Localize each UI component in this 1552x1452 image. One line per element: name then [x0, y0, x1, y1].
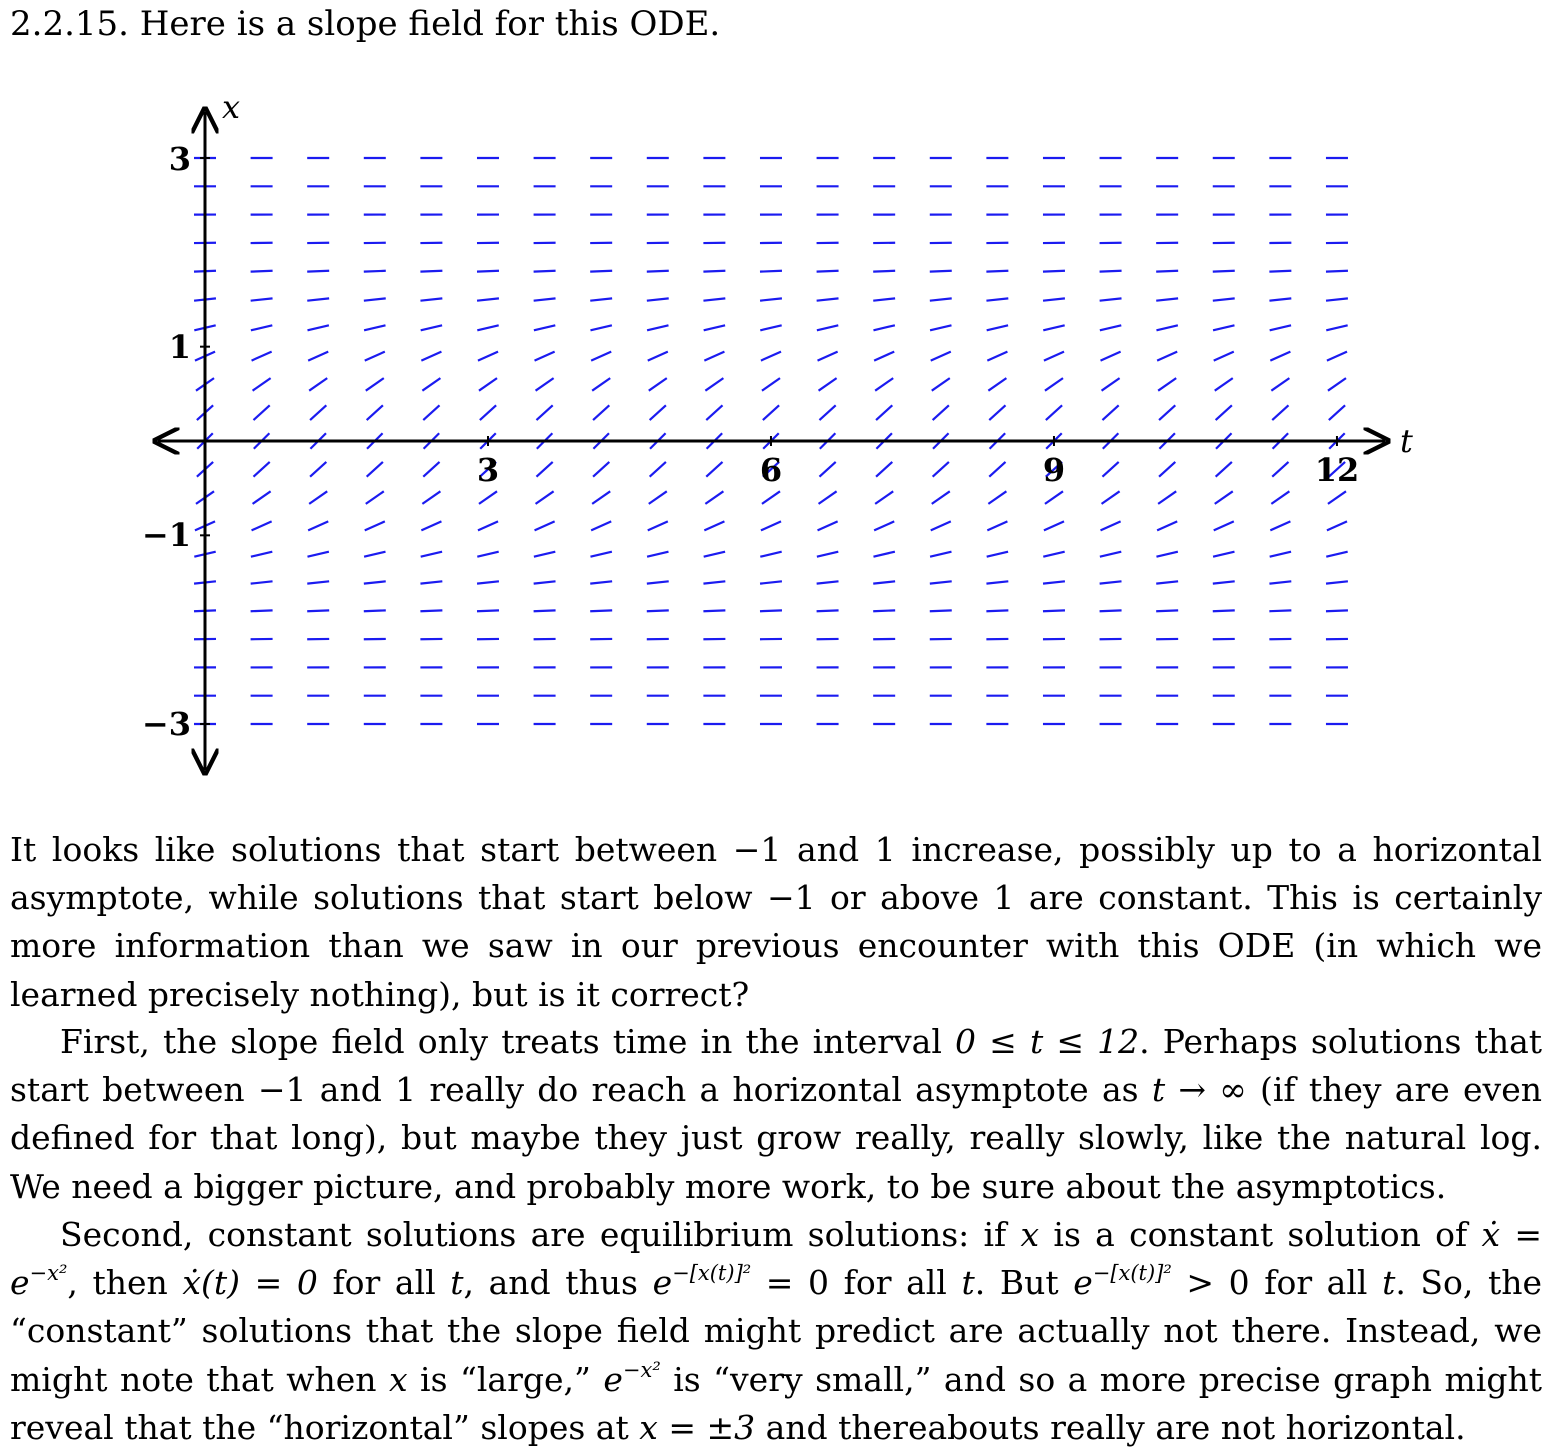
slope-segment [251, 552, 272, 557]
slope-segment [760, 298, 782, 300]
slope-segment [1043, 552, 1064, 557]
x-tick-label-3: 3 [476, 451, 500, 489]
slope-segment [1100, 610, 1122, 611]
slope-segment [367, 462, 383, 477]
slope-segment [1214, 521, 1234, 530]
slope-segment [873, 581, 895, 583]
t-axis-label: t [1400, 422, 1413, 460]
slope-segment [1326, 271, 1348, 272]
slope-segment [1329, 405, 1345, 420]
slope-segment [1213, 610, 1235, 611]
paragraph-2: First, the slope field only treats time in the interval 0 ≤ t ≤ 12. Perhaps solutions that start between −1 and 1 really do reach a horizontal asymptote as t → ∞ (if they are even defined for that long), but maybe they just grow really, really slowly, like the natural log. We need a bigger picture, and probably more work, to be sure about the asymptotics. [10, 1022, 1543, 1206]
slope-segment [1043, 581, 1065, 583]
slope-segment [366, 378, 384, 391]
x-axis-label: x [222, 88, 241, 126]
slope-segment [536, 405, 552, 420]
slope-segment [1101, 521, 1121, 530]
paragraph-3: Second, constant solutions are equilibrium solutions: if x is a constant solution of ẋ = $e^{-x^2}$, then ẋ(t) = 0 for all t, and thus $e^{-[x(t)]^2} = 0$ for all t. But $e^{-[x(t)]^2} > 0$ for all t. So, the “constant” solutions that the slope field might predict are actually not there. Instead, we might note that when x is “large,” $e^{-x^2}$ is “very small,” and so a more precise graph might reveal that the “horizontal” slopes at x = ±3 and thereabouts really are not horizontal. [10, 1215, 1543, 1447]
slope-segment [873, 325, 894, 330]
slope-segment [1271, 378, 1289, 391]
slope-segment [590, 298, 612, 300]
slope-segment [423, 405, 439, 420]
slope-segment [593, 405, 609, 420]
slope-segment [591, 352, 611, 361]
slope-segment [1327, 521, 1347, 530]
slope-segment [818, 521, 838, 530]
slope-segment [420, 271, 442, 272]
slope-segment [253, 491, 271, 504]
y-tick-label-neg1: −1 [141, 516, 191, 554]
slope-segment [1269, 581, 1291, 583]
slope-segment [1269, 271, 1291, 272]
slope-segment [307, 271, 329, 272]
slope-segment [989, 405, 1005, 420]
x-tick-label-12: 12 [1314, 451, 1360, 489]
slope-segment [817, 325, 838, 330]
slope-segment [704, 552, 725, 557]
math-exp-3: $e^{-[x(t)]^2}$ [1073, 1261, 1172, 1303]
slope-segment [1214, 352, 1234, 361]
slope-segment [536, 378, 554, 391]
slope-segment [367, 405, 383, 420]
slope-segment [251, 325, 272, 330]
slope-segment [307, 325, 328, 330]
slope-segment [308, 352, 328, 361]
slope-segment [817, 298, 839, 300]
y-tick-label-1: 1 [168, 328, 191, 366]
slope-segment [930, 325, 951, 330]
slope-segment [817, 552, 838, 557]
math-exp-2: $e^{-[x(t)]^2}$ [652, 1261, 752, 1303]
slope-segment [1102, 405, 1118, 420]
y-tick-label-3: 3 [168, 140, 191, 178]
slope-segment [1101, 352, 1121, 361]
slope-segment [1044, 352, 1064, 361]
slope-segment [1269, 298, 1291, 300]
slope-segment [762, 378, 780, 391]
slope-segment [1270, 521, 1290, 530]
slope-segment [647, 610, 669, 611]
slope-segment [930, 298, 952, 300]
slope-segment [930, 610, 952, 611]
slope-segment [421, 352, 441, 361]
slope-segment [534, 298, 556, 300]
slope-segment [1100, 552, 1121, 557]
slope-segment [1326, 581, 1348, 583]
slope-segment [1272, 462, 1288, 477]
slope-segment [422, 378, 440, 391]
slope-segment [590, 581, 612, 583]
slope-segment [1158, 491, 1176, 504]
slope-segment [818, 352, 838, 361]
slope-segment [534, 552, 555, 557]
slope-segment [704, 352, 724, 361]
slope-segment [761, 521, 781, 530]
slope-segment [1156, 552, 1177, 557]
slope-segment [536, 491, 554, 504]
slope-segment [703, 271, 725, 272]
slope-segment [876, 405, 892, 420]
slope-segment [1043, 325, 1064, 330]
slope-segment [477, 271, 499, 272]
slope-segment [932, 491, 950, 504]
slope-segment [650, 405, 666, 420]
slope-segment [1328, 378, 1346, 391]
slope-segment [647, 325, 668, 330]
slope-segment [704, 521, 724, 530]
slope-segment [536, 462, 552, 477]
slope-segment [1045, 378, 1063, 391]
slope-segment [1044, 521, 1064, 530]
slope-segment [479, 378, 497, 391]
slope-segment [760, 552, 781, 557]
slope-segment [1159, 462, 1175, 477]
slope-segment [876, 462, 892, 477]
slope-segment [650, 462, 666, 477]
slope-segment [480, 405, 496, 420]
slope-segment [1100, 298, 1122, 300]
slope-segment [986, 610, 1008, 611]
slope-segment [989, 462, 1005, 477]
slope-segment [421, 552, 442, 557]
slope-segment [874, 521, 894, 530]
slope-segment [309, 378, 327, 391]
slope-segment [421, 521, 441, 530]
slope-segment [762, 491, 780, 504]
slope-segment [253, 462, 269, 477]
slope-segment [251, 271, 273, 272]
slope-segment [1046, 405, 1062, 420]
slope-segment [760, 610, 782, 611]
slope-segment [1216, 405, 1232, 420]
slope-segment [1156, 298, 1178, 300]
slope-segment [364, 552, 385, 557]
slope-segment [817, 581, 839, 583]
slope-segment [1159, 405, 1175, 420]
slope-segment [251, 610, 273, 611]
slope-segment [1216, 462, 1232, 477]
slope-segment [1102, 462, 1118, 477]
slope-segment [307, 610, 329, 611]
slope-segment [365, 521, 385, 530]
slope-segment [986, 298, 1008, 300]
slope-segment [647, 581, 669, 583]
slope-segment [1328, 491, 1346, 504]
slope-segment [308, 521, 328, 530]
slope-segment [987, 325, 1008, 330]
slope-segment [364, 271, 386, 272]
slope-segment [365, 352, 385, 361]
slope-segment [1100, 325, 1121, 330]
slope-segment [1213, 552, 1234, 557]
slope-segment [819, 462, 835, 477]
slope-segment [986, 581, 1008, 583]
y-tick-label-neg3: −3 [141, 705, 191, 743]
slope-segment [310, 462, 326, 477]
slope-segment [987, 521, 1007, 530]
slope-segment [420, 610, 442, 611]
slope-segment [593, 462, 609, 477]
math-interval: 0 ≤ t ≤ 12 [955, 1022, 1140, 1061]
slope-segment [647, 298, 669, 300]
slope-segment [1156, 271, 1178, 272]
slope-segment [1102, 378, 1120, 391]
slope-segment [1157, 521, 1177, 530]
slope-segment [875, 491, 893, 504]
slope-segment [986, 271, 1008, 272]
slope-segment [591, 521, 611, 530]
slope-segment [760, 581, 782, 583]
slope-segment [1213, 325, 1234, 330]
slope-segment [479, 491, 497, 504]
slope-segment [703, 298, 725, 300]
math-limit: t → ∞ [1151, 1070, 1247, 1110]
slope-segment [873, 271, 895, 272]
slope-segment [1215, 378, 1233, 391]
slope-segment [987, 352, 1007, 361]
paragraph-1: It looks like solutions that start between −1 and 1 increase, possibly up to a horizontal asymptote, while solutions that start below −1 or above 1 are constant. This is certainly more information than we saw in our previous encounter with this ODE (in which we learned precisely nothing), but is it correct? [10, 830, 1542, 1014]
slope-segment [592, 491, 610, 504]
slope-segment [933, 405, 949, 420]
slope-segment [592, 378, 610, 391]
slope-segment [1270, 552, 1291, 557]
slope-segment [590, 610, 612, 611]
slope-segment [307, 552, 328, 557]
slope-segment [819, 405, 835, 420]
slope-segment [1157, 352, 1177, 361]
slope-segment [819, 491, 837, 504]
slope-segment [477, 552, 498, 557]
slope-segment [704, 325, 725, 330]
slope-segment [1326, 610, 1348, 611]
slope-segment [253, 405, 269, 420]
slope-segment [364, 610, 386, 611]
slope-segment [1100, 581, 1122, 583]
slope-segment [649, 491, 667, 504]
slope-segment [760, 325, 781, 330]
slope-segment [648, 521, 668, 530]
slope-segment [251, 581, 273, 583]
slope-segment [760, 271, 782, 272]
slope-segment [647, 271, 669, 272]
slope-segment [1269, 610, 1291, 611]
slope-segment [1213, 298, 1235, 300]
slope-segment [1100, 271, 1122, 272]
slope-segment [873, 298, 895, 300]
slope-segment [931, 521, 951, 530]
slope-segment [705, 378, 723, 391]
slope-segment [477, 325, 498, 330]
slope-segment [1272, 405, 1288, 420]
slope-segment [873, 610, 895, 611]
slope-segment [931, 352, 951, 361]
slope-segment [422, 491, 440, 504]
math-exp-4: $e^{-x^2}$ [603, 1357, 661, 1399]
slope-segment [307, 581, 329, 583]
slope-segment [307, 298, 329, 300]
slope-segment [1043, 298, 1065, 300]
slope-segment [1045, 491, 1063, 504]
slope-segment [647, 552, 668, 557]
slope-segment [703, 581, 725, 583]
slope-segment [703, 610, 725, 611]
slope-segment [534, 610, 556, 611]
slope-segment [1326, 298, 1348, 300]
slope-segment [987, 552, 1008, 557]
slope-segment [648, 352, 668, 361]
slope-segment [535, 521, 555, 530]
slope-segment [1271, 491, 1289, 504]
slope-segment [534, 325, 555, 330]
slope-segment [933, 462, 949, 477]
math-exp-1: $e^{-x^2}$ [10, 1261, 68, 1303]
slope-segment [477, 581, 499, 583]
slope-segment [988, 378, 1006, 391]
slope-segment [817, 271, 839, 272]
slope-segment [590, 271, 612, 272]
slope-segment [875, 378, 893, 391]
slope-segment [420, 298, 442, 300]
slope-segment [534, 271, 556, 272]
slope-segment [423, 462, 439, 477]
slope-segment [534, 581, 556, 583]
slope-segment [706, 462, 722, 477]
slope-segment [1156, 581, 1178, 583]
slope-segment [251, 298, 273, 300]
slope-segment [1213, 581, 1235, 583]
slope-segment [819, 378, 837, 391]
slope-segment [535, 352, 555, 361]
slope-segment [705, 491, 723, 504]
slope-segment [817, 610, 839, 611]
slope-segment [1270, 352, 1290, 361]
slope-segment [930, 271, 952, 272]
slope-segment [1213, 271, 1235, 272]
slope-segment [1102, 491, 1120, 504]
slope-segment [649, 378, 667, 391]
slope-segment [930, 581, 952, 583]
slope-segment [590, 552, 611, 557]
slope-segment [1326, 552, 1347, 557]
slope-segment [1215, 491, 1233, 504]
slope-segment [1270, 325, 1291, 330]
slope-segment [1327, 352, 1347, 361]
slope-segment [364, 325, 385, 330]
slope-segment [364, 581, 386, 583]
slope-segment [1158, 378, 1176, 391]
slope-segment [421, 325, 442, 330]
slope-segment [1156, 610, 1178, 611]
slope-segment [477, 298, 499, 300]
x-tick-label-9: 9 [1042, 451, 1066, 489]
slope-segment [310, 405, 326, 420]
slope-segment [761, 352, 781, 361]
slope-segment [477, 610, 499, 611]
slope-segment [763, 405, 779, 420]
slope-segment [1043, 610, 1065, 611]
slope-segment [873, 552, 894, 557]
slope-segment [874, 352, 894, 361]
slope-segment [1156, 325, 1177, 330]
slope-segment [988, 491, 1006, 504]
slope-segment [1326, 325, 1347, 330]
slope-segment [252, 352, 272, 361]
slope-segment [252, 521, 272, 530]
problem-heading: 2.2.15. Here is a slope field for this ODE. [10, 4, 721, 44]
slope-segment [706, 405, 722, 420]
slope-segment [253, 378, 271, 391]
slope-segment [309, 491, 327, 504]
x-tick-label-6: 6 [759, 451, 783, 489]
slope-segment [420, 581, 442, 583]
slope-segment [930, 552, 951, 557]
slope-segment [932, 378, 950, 391]
slope-segment [478, 352, 498, 361]
slope-segment [364, 298, 386, 300]
slope-segment [366, 491, 384, 504]
slope-segment [590, 325, 611, 330]
slope-segment [478, 521, 498, 530]
slope-segment [1043, 271, 1065, 272]
